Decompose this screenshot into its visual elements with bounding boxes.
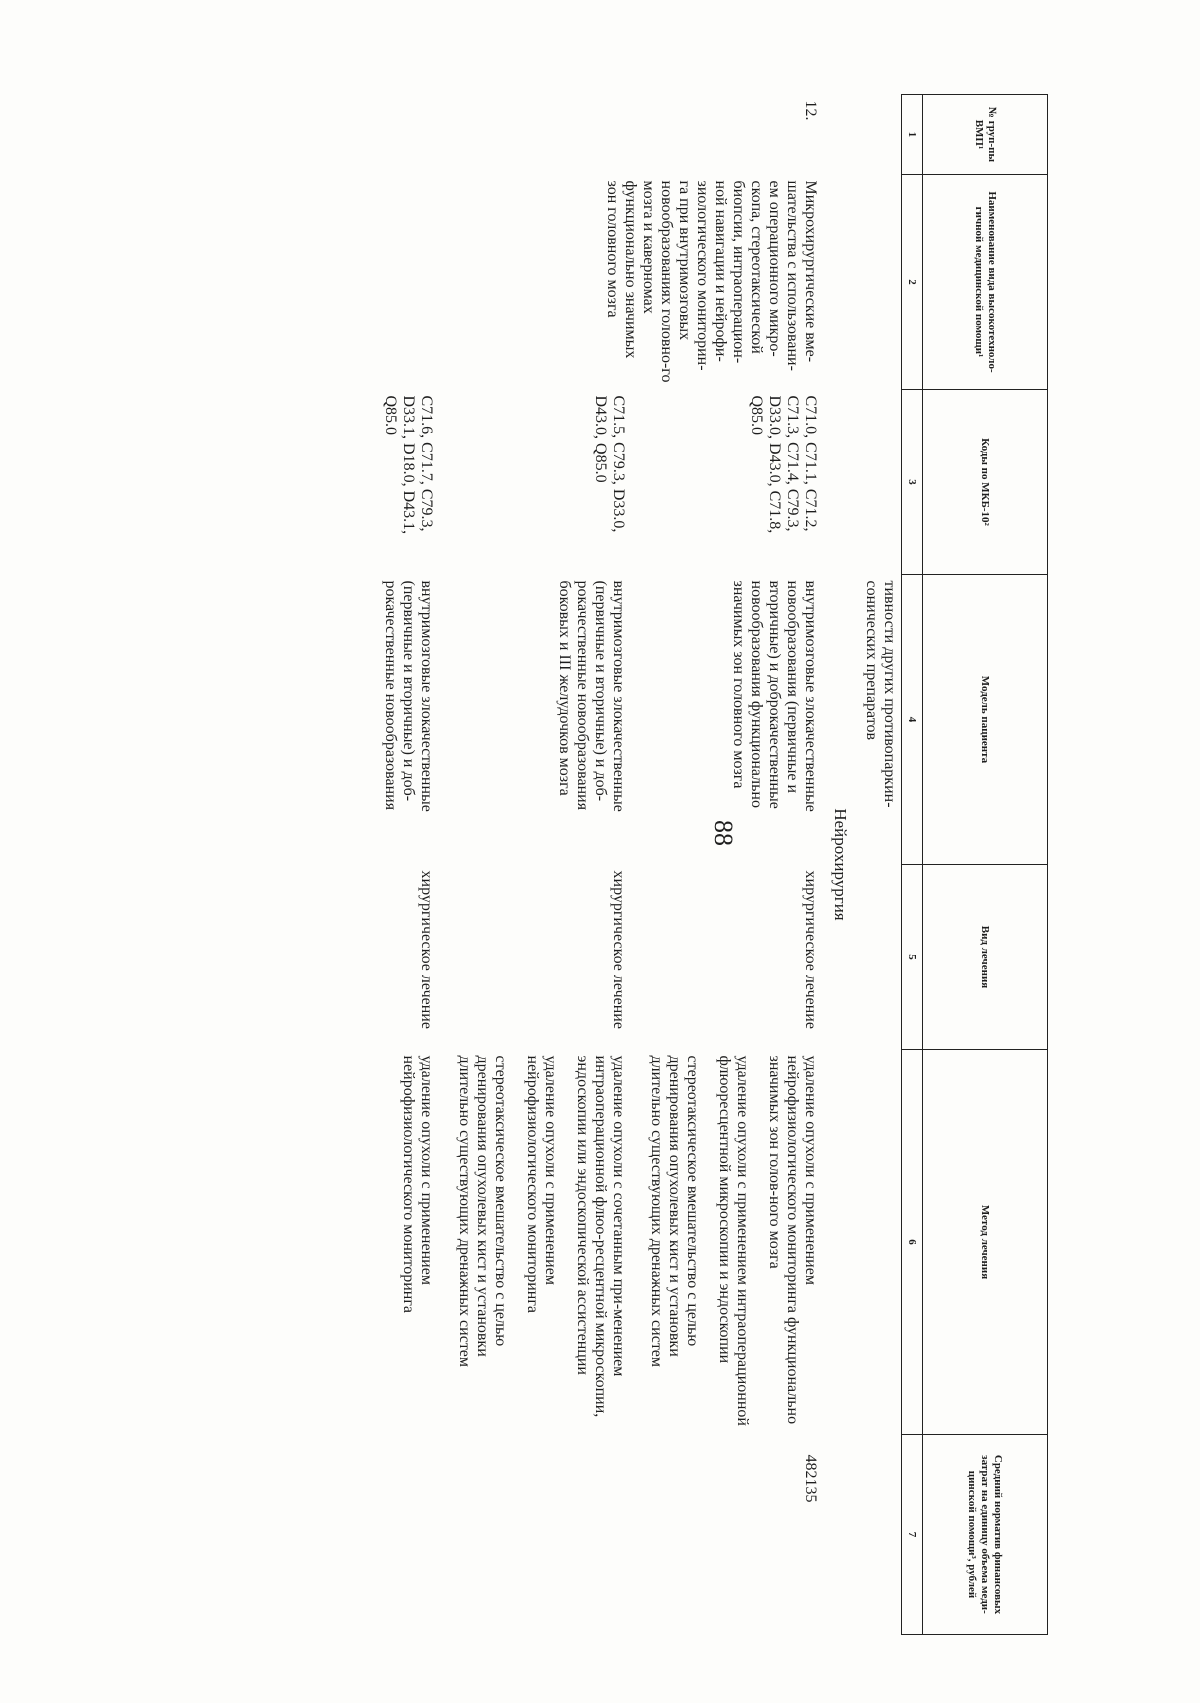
treatment-methods bbox=[630, 1050, 823, 1435]
continuation-row bbox=[859, 95, 902, 1635]
patient-model: внутримозговые злокачественные (первичные и вторичные) и доб-рокачественные новообразования боковых и III желудочков мозга bbox=[556, 580, 627, 812]
treatment-methods bbox=[378, 1050, 438, 1435]
patient-model: внутримозговые злокачественные новообразования (первичные и вторичные) и доброкачественные новообразования функционально значимых зон головного мозга bbox=[730, 580, 819, 812]
treatment-method: удаление опухоли с сочетанным при-менением интраоперационной флюо-ресцентной микроскопии, эндоскопии или эндоскопической ассистенции bbox=[574, 1055, 627, 1418]
column-number: 7 bbox=[902, 1435, 923, 1635]
icd-codes: C71.0, C71.1, C71.2, C71.3, C71.4, C79.3, D33.0, D43.0, C71.8, Q85.0 bbox=[748, 395, 819, 534]
page-number: 88 bbox=[709, 820, 738, 846]
treatment-type: хирургическое лечение bbox=[418, 870, 435, 1029]
treatment-method: удаление опухоли с применением нейрофизиологического мониторинга функционально значимых зон голов-ного мозга bbox=[766, 1055, 819, 1425]
treatment-methods bbox=[438, 1050, 630, 1435]
header-patient-model: Модель пациента bbox=[923, 575, 1048, 865]
column-number: 2 bbox=[902, 175, 923, 390]
header-treatment-type: Вид лечения bbox=[923, 865, 1048, 1050]
treatment-method: удаление опухоли с применением нейрофизиологического мониторинга bbox=[400, 1055, 435, 1314]
vmp-table bbox=[378, 94, 1048, 1635]
column-number: 3 bbox=[902, 390, 923, 575]
header-treatment-method: Метод лечения bbox=[923, 1050, 1048, 1435]
header-cost-norm: Средний норматив финансовых затрат на единицу объема меди-цинской помощи³, рублей bbox=[923, 1435, 1048, 1635]
header-vmp-name: Наименование вида высокотехноло-гичной медицинской помощи¹ bbox=[923, 175, 1048, 390]
icd-codes: C71.5, C79.3, D33.0, D43.0, Q85.0 bbox=[592, 395, 627, 533]
column-number: 4 bbox=[902, 575, 923, 865]
column-number: 1 bbox=[902, 95, 923, 175]
table-row bbox=[630, 95, 823, 1635]
header-group-number: № груп-пы ВМП¹ bbox=[923, 95, 1048, 175]
treatment-method: стереотаксическое вмешательство с целью дренирования опухолевых кист и установки длительно существующих дренажных систем bbox=[648, 1055, 701, 1368]
column-number: 5 bbox=[902, 865, 923, 1050]
icd-codes: C71.6, C71.7, C79.3, D33.1, D18.0, D43.1, Q85.0 bbox=[382, 395, 435, 535]
section-row bbox=[823, 95, 859, 1635]
rotated-table-area bbox=[148, 94, 1048, 1634]
patient-model: внутримозговые злокачественные (первичные и вторичные) и доб-рокачественные новообразования bbox=[382, 580, 435, 812]
treatment-type: хирургическое лечение bbox=[610, 870, 627, 1029]
treatment-method: удаление опухоли с применением интраоперационной флюоресцентной микроскопии и эндоскопии bbox=[716, 1055, 751, 1426]
header-icd-codes: Коды по МКБ-10² bbox=[923, 390, 1048, 575]
treatment-method: стереотаксическое вмешательство с целью дренирования опухолевых кист и установки длительно существующих дренажных систем bbox=[456, 1055, 509, 1368]
treatment-method: удаление опухоли с применением нейрофизиологического мониторинга bbox=[524, 1055, 559, 1314]
treatment-type: хирургическое лечение bbox=[802, 870, 819, 1029]
section-title: Нейрохирургия bbox=[831, 808, 850, 921]
group-number: 12. bbox=[802, 100, 819, 121]
continuation-text: тивности других противопаркин-сонических препаратов bbox=[863, 580, 898, 808]
table-header bbox=[902, 95, 1048, 1635]
column-number: 6 bbox=[902, 1050, 923, 1435]
vmp-name: Микрохирургические вме-шательства с использовани-ем операционного микро-скопа, стереотаксической биопсии, интраоперацион-ной навигации и нейрофи-зиологического мониторин-га при внутримозговых новообразованиях головно-го мозга и каверномах функционально значимых зон головного мозга bbox=[604, 180, 819, 383]
cost-norm: 482135 bbox=[802, 1454, 819, 1503]
